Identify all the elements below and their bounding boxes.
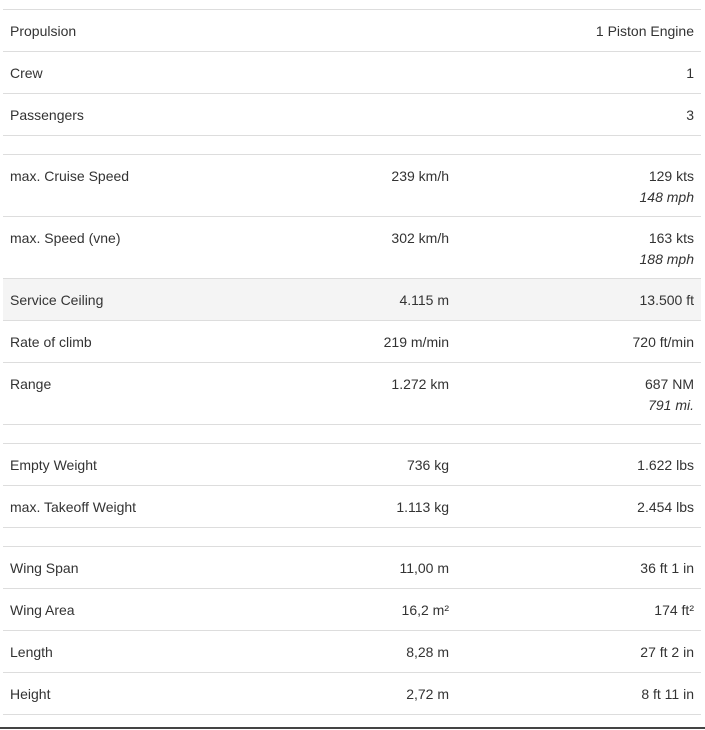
spec-imperial-value bbox=[3, 106, 701, 124]
spec-metric-value: 4.115 m bbox=[399, 292, 449, 308]
spec-label: Crew bbox=[10, 65, 43, 81]
spec-row-length bbox=[3, 631, 701, 673]
spec-row-propulsion bbox=[3, 10, 701, 52]
spec-metric-value: 219 m/min bbox=[383, 334, 449, 350]
spec-metric-value: 1.113 kg bbox=[396, 499, 449, 515]
spec-imperial-main: 1.622 lbs bbox=[637, 457, 694, 473]
spec-metric-value: 239 km/h bbox=[391, 168, 449, 184]
spec-row-empty-weight bbox=[3, 444, 701, 486]
spec-label: Passengers bbox=[10, 107, 84, 123]
spec-row-wing-area bbox=[3, 589, 701, 631]
spec-metric-value: 736 kg bbox=[406, 457, 449, 473]
spec-imperial-main: 129 kts bbox=[648, 168, 694, 184]
spec-imperial-value bbox=[3, 643, 701, 661]
spec-label: Length bbox=[10, 644, 53, 660]
spec-label: Range bbox=[10, 376, 52, 392]
spec-label: Wing Area bbox=[10, 602, 75, 618]
spec-imperial-value bbox=[3, 375, 701, 414]
spec-imperial-main: 3 bbox=[686, 107, 694, 123]
spec-imperial-main: 174 ft² bbox=[654, 602, 694, 618]
spec-metric-value: 2,72 m bbox=[406, 686, 449, 702]
spec-imperial-secondary: 188 mph bbox=[639, 251, 694, 267]
spec-label: Empty Weight bbox=[10, 457, 97, 473]
spec-metric-value: 8,28 m bbox=[406, 644, 449, 660]
spec-imperial-main: 27 ft 2 in bbox=[640, 644, 694, 660]
spec-imperial-value bbox=[3, 22, 701, 40]
spec-imperial-main: 13.500 ft bbox=[639, 292, 694, 308]
spec-imperial-value bbox=[3, 64, 701, 82]
spec-imperial-secondary: 791 mi. bbox=[648, 397, 694, 413]
spec-metric-value: 1.272 km bbox=[391, 376, 449, 392]
spec-metric-value: 16,2 m² bbox=[401, 602, 449, 618]
spec-imperial-main: 2.454 lbs bbox=[637, 499, 694, 515]
spec-imperial-main: 8 ft 11 in bbox=[641, 686, 694, 702]
aircraft-specs-table bbox=[3, 0, 701, 715]
spec-label: Rate of climb bbox=[10, 334, 92, 350]
bottom-divider bbox=[0, 727, 705, 729]
spec-row-range bbox=[3, 363, 701, 425]
spec-row-height bbox=[3, 673, 701, 715]
spec-row-wing-span bbox=[3, 547, 701, 589]
spec-imperial-main: 36 ft 1 in bbox=[640, 560, 694, 576]
spec-row-max-speed-vne bbox=[3, 217, 701, 279]
spec-label: max. Takeoff Weight bbox=[10, 499, 137, 515]
spec-imperial-value bbox=[3, 685, 701, 703]
spec-label: Wing Span bbox=[10, 560, 79, 576]
spec-label: max. Speed (vne) bbox=[10, 230, 121, 246]
spec-imperial-main: 1 Piston Engine bbox=[595, 23, 694, 39]
spec-group-weights bbox=[3, 443, 701, 528]
spec-imperial-value bbox=[3, 559, 701, 577]
group-spacer bbox=[3, 136, 701, 154]
spec-imperial-main: 687 NM bbox=[644, 376, 694, 392]
spec-imperial-value bbox=[3, 601, 701, 619]
spec-group-performance bbox=[3, 154, 701, 425]
spec-imperial-value bbox=[3, 456, 701, 474]
spec-row-crew bbox=[3, 52, 701, 94]
spec-group-dimensions bbox=[3, 546, 701, 715]
spec-label: Service Ceiling bbox=[10, 292, 104, 308]
spec-imperial-main: 163 kts bbox=[648, 230, 694, 246]
spec-row-max-cruise-speed bbox=[3, 155, 701, 217]
spec-metric-value: 302 km/h bbox=[391, 230, 449, 246]
spec-label: Height bbox=[10, 686, 51, 702]
spec-row-service-ceiling bbox=[3, 279, 701, 321]
group-spacer bbox=[3, 528, 701, 546]
spec-imperial-main: 720 ft/min bbox=[632, 334, 694, 350]
spec-imperial-value bbox=[3, 333, 701, 351]
spec-imperial-main: 1 bbox=[686, 65, 694, 81]
group-spacer bbox=[3, 425, 701, 443]
spec-row-rate-of-climb bbox=[3, 321, 701, 363]
spec-row-max-takeoff-weight bbox=[3, 486, 701, 528]
spec-label: max. Cruise Speed bbox=[10, 168, 130, 184]
spec-group-general bbox=[3, 9, 701, 136]
spec-label: Propulsion bbox=[10, 23, 77, 39]
spec-metric-value: 11,00 m bbox=[399, 560, 449, 576]
spec-imperial-secondary: 148 mph bbox=[639, 189, 694, 205]
spec-row-passengers bbox=[3, 94, 701, 136]
spec-imperial-value bbox=[3, 291, 701, 309]
